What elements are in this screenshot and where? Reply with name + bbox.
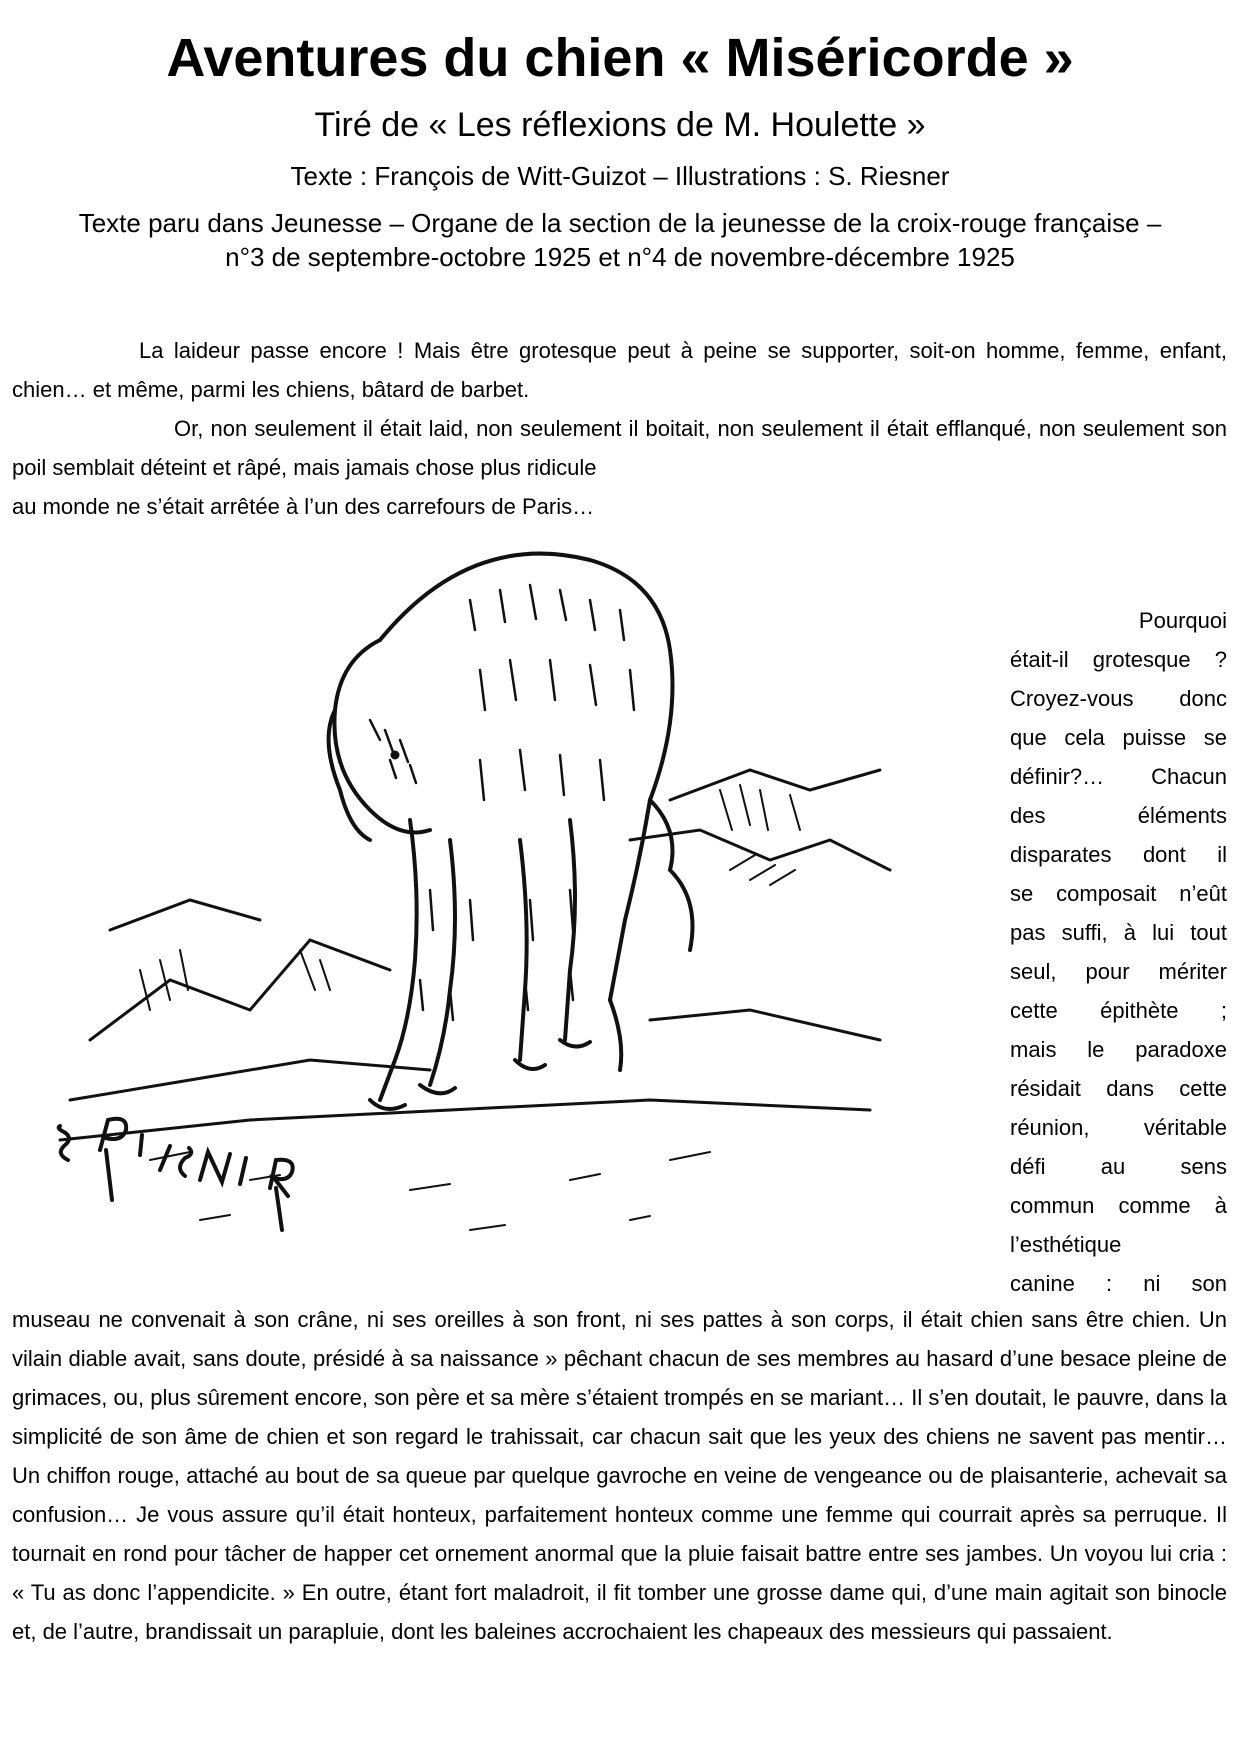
side-line: se composait n’eût — [1010, 881, 1227, 906]
side-column-text — [1010, 601, 1227, 1264]
side-line: l’esthétique — [1010, 1232, 1122, 1257]
source-line-1: Texte paru dans Jeunesse – Organe de la section de la jeunesse de la croix-rouge française – — [78, 208, 1162, 238]
side-line: était-il grotesque ? — [1010, 647, 1227, 672]
paragraph-2-last-line: au monde ne s’était arrêtée à l’un des carrefours de Paris… — [12, 494, 595, 519]
credits-line: Texte : François de Witt-Guizot – Illustrations : S. Riesner — [290, 161, 950, 191]
side-line: réunion, véritable — [1010, 1115, 1227, 1140]
side-line: cette épithète ; — [1010, 998, 1227, 1023]
side-line: des éléments — [1010, 803, 1227, 828]
document-title: Aventures du chien « Miséricorde » — [166, 28, 1074, 88]
side-line: Pourquoi — [1138, 608, 1227, 633]
side-line: disparates dont il — [1010, 842, 1227, 867]
side-line: Croyez-vous donc — [1010, 686, 1227, 711]
source-line-2: n°3 de septembre-octobre 1925 et n°4 de novembre-décembre 1925 — [225, 242, 1015, 272]
side-line: définir?… Chacun — [1010, 764, 1227, 789]
side-line: que cela puisse se — [1010, 725, 1227, 750]
canine-line: canine : ni son — [1010, 1271, 1227, 1296]
paragraph-2: Or, non seulement il était laid, non seulement il boitait, non seulement il était efflanqué, non seulement son poil semblait déteint et râpé, mais jamais chose plus ridicule — [12, 416, 1227, 480]
side-line: seul, pour mériter — [1010, 959, 1227, 984]
source-info — [12, 206, 1228, 274]
side-line: pas suffi, à lui tout — [1010, 920, 1227, 945]
side-line: résidait dans cette — [1010, 1076, 1227, 1101]
side-line: mais le paradoxe — [1010, 1037, 1227, 1062]
bottom-paragraph: museau ne convenait à son crâne, ni ses oreilles à son front, ni ses pattes à son corps, il était chien sans être chien. Un vilain diable avait, sans doute, présidé à sa naissance » pêchant chacun de ses membres au hasard d’une besace pleine de grimaces, ou, plus sûrement encore, son père et sa mère s’étaient trompés en se mariant… Il s’en doutait, le pauvre, dans la simplicité de son âme de chien et son regard le trahissait, car chacun sait que les yeux des chiens ne savent pas mentir… Un chiffon rouge, attaché au bout de sa queue par quelque gavroche en veine de vengeance ou de plaisanterie, achevait sa confusion… Je vous assure qu’il était honteux, parfaitement honteux comme une femme qui courrait après sa perruque. Il tournait en rond pour tâcher de happer cet ornement anormal que la pluie faisait battre entre ses jambes. Un voyou lui cria : « Tu as donc l’appendicite. » En outre, étant fort maladroit, il fit tomber une grosse dame qui, d’une main agitait son binocle et, de l’autre, brandissait un parapluie, dont les baleines accrochaient les chapeaux des messieurs qui passaient. — [12, 1307, 1227, 1644]
document-subtitle: Tiré de « Les réflexions de M. Houlette » — [314, 106, 926, 144]
side-line: commun comme à — [1010, 1193, 1227, 1218]
paragraph-1: La laideur passe encore ! Mais être grotesque peut à peine se supporter, soit-on homme, femme, enfant, chien… et même, parmi les chiens, bâtard de barbet. — [12, 338, 1227, 402]
side-line: défi au sens — [1010, 1154, 1227, 1179]
dog-illustration — [50, 540, 990, 1260]
